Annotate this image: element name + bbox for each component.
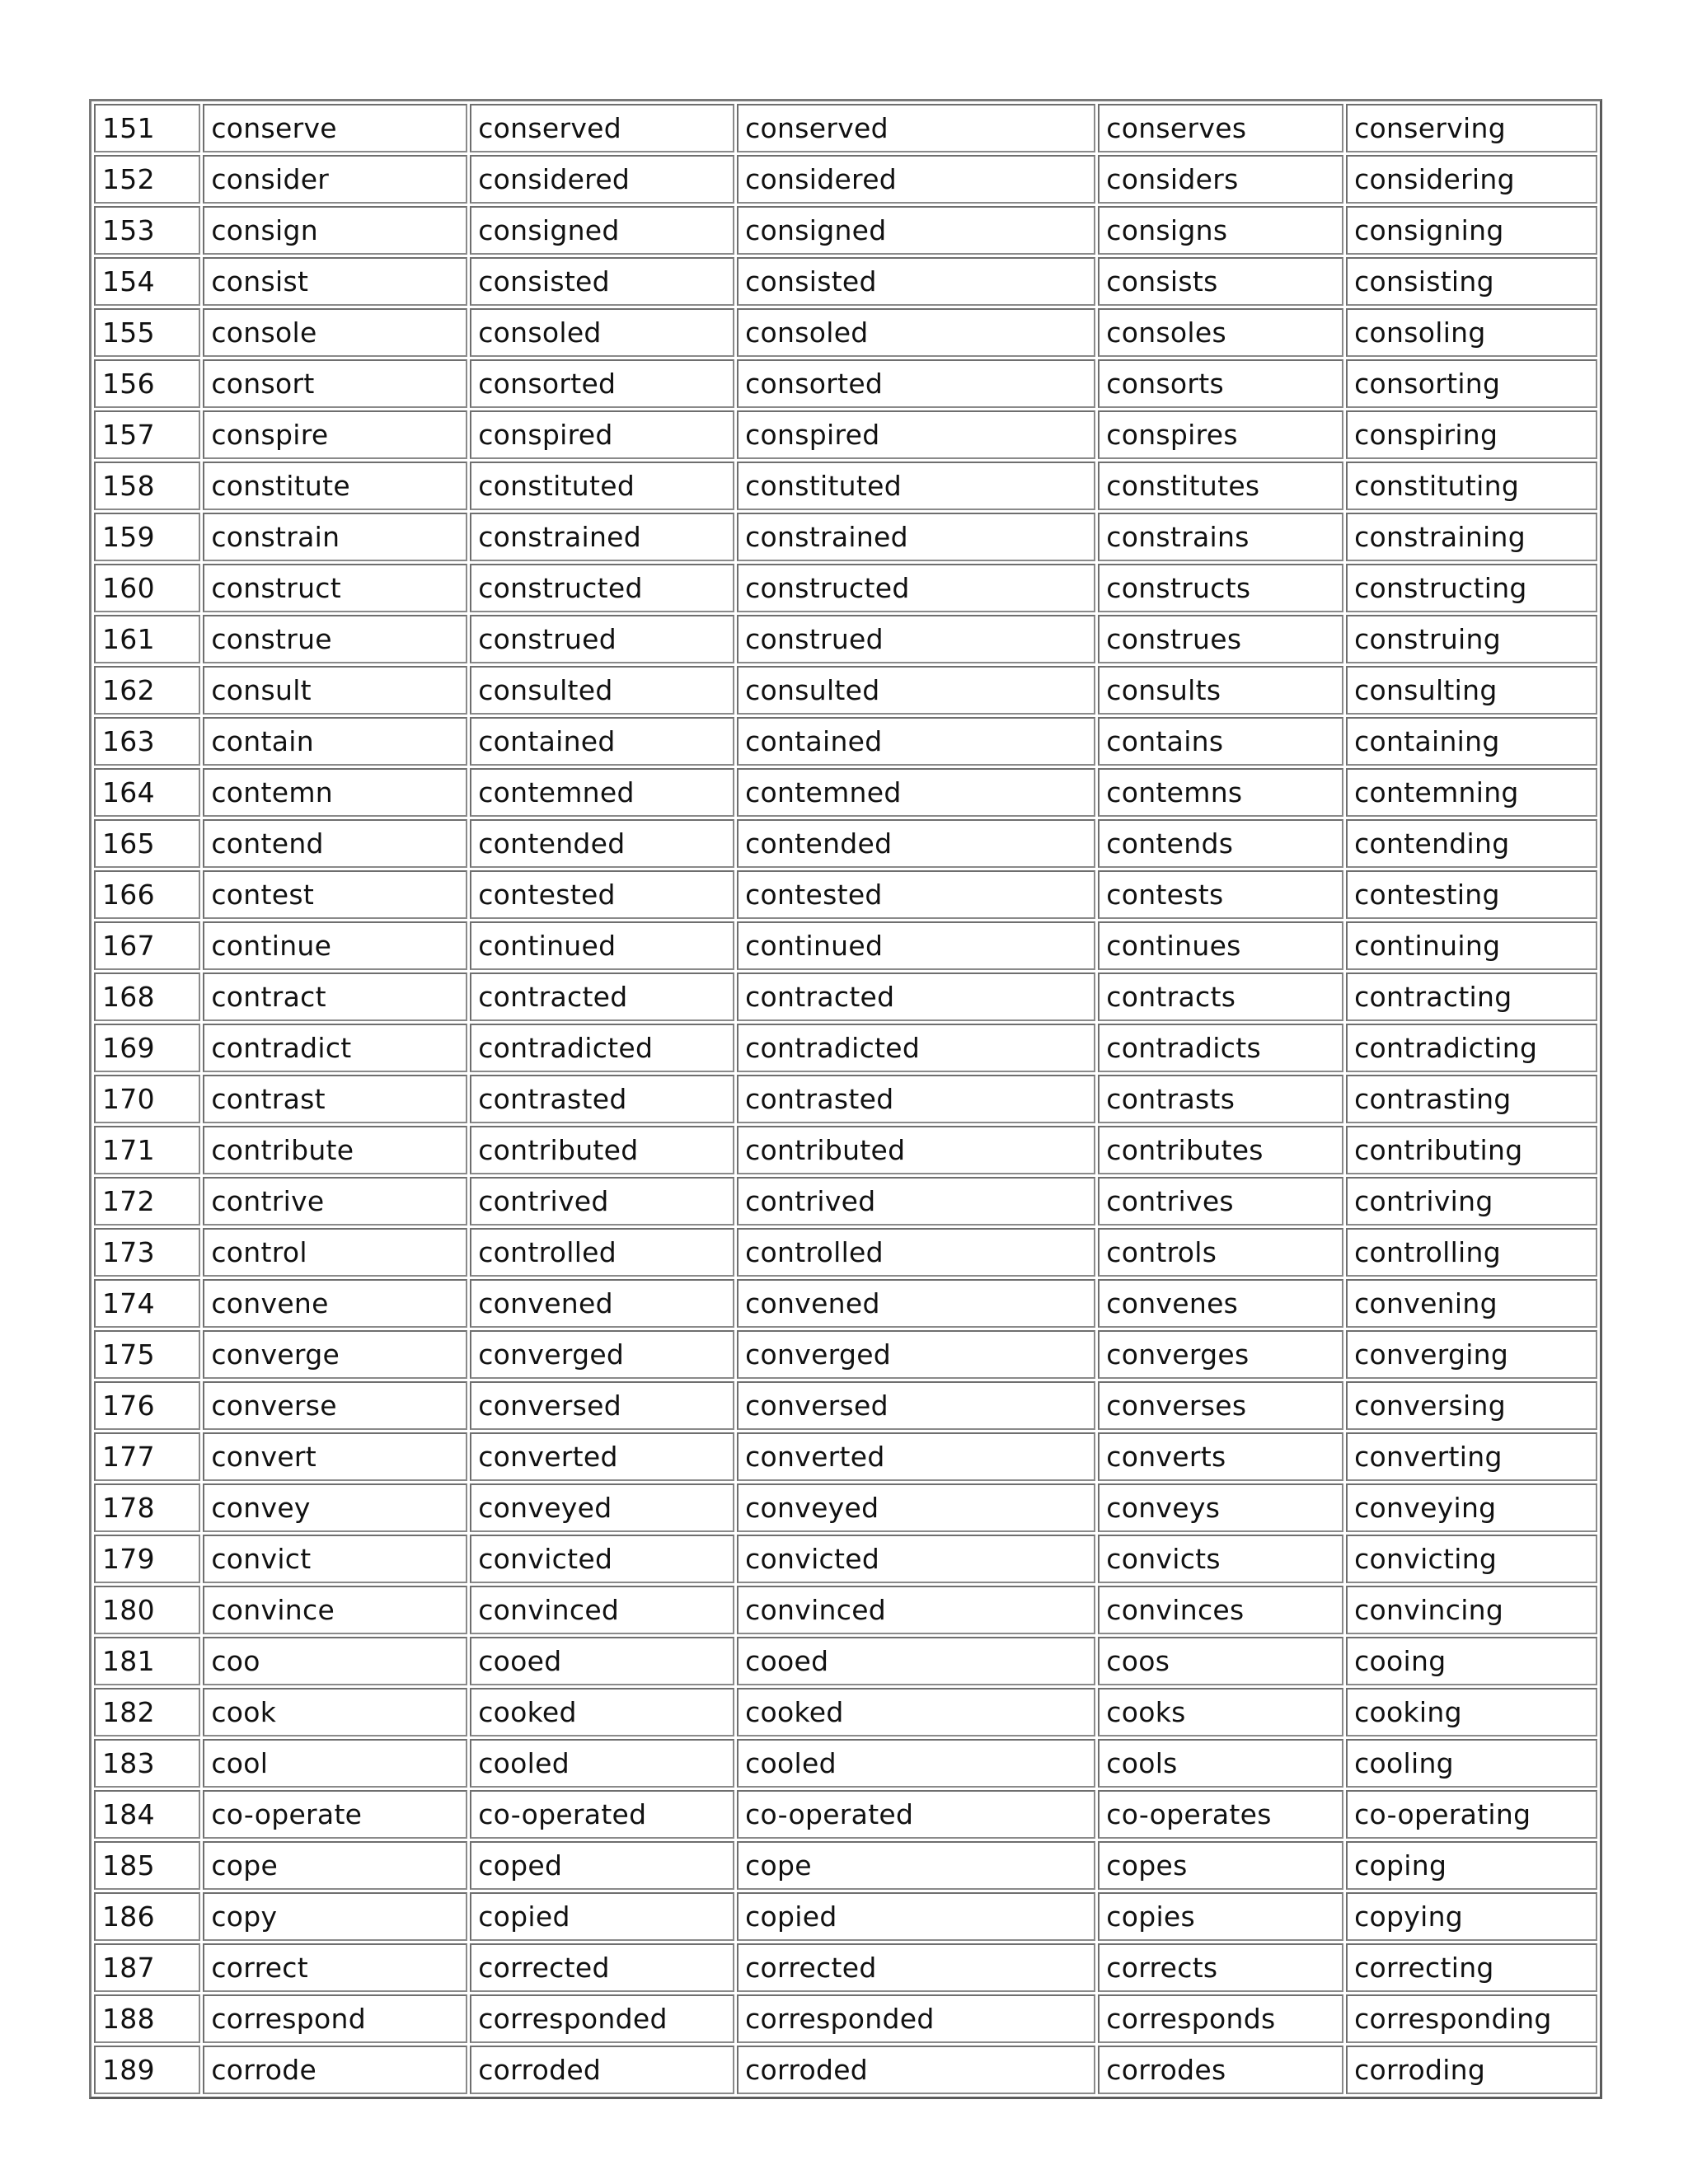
past-participle-cell: constrained — [737, 513, 1095, 561]
present-participle-cell: cooking — [1346, 1688, 1597, 1736]
present-participle-cell: cooing — [1346, 1637, 1597, 1685]
past-participle-cell: contracted — [737, 972, 1095, 1021]
base-form-cell: converse — [203, 1381, 467, 1430]
third-person-cell: conveys — [1098, 1483, 1343, 1532]
table-row — [94, 155, 1597, 204]
base-form-cell: correspond — [203, 1994, 467, 2043]
past-participle-cell: contemned — [737, 768, 1095, 817]
base-form-cell: consider — [203, 155, 467, 204]
past-tense-cell: considered — [470, 155, 734, 204]
row-number-cell: 164 — [94, 768, 200, 817]
third-person-cell: constitutes — [1098, 462, 1343, 510]
base-form-cell: consign — [203, 206, 467, 255]
past-tense-cell: contended — [470, 819, 734, 868]
present-participle-cell: constraining — [1346, 513, 1597, 561]
past-tense-cell: corrected — [470, 1943, 734, 1992]
verb-table-body — [94, 104, 1597, 2094]
row-number-cell: 175 — [94, 1330, 200, 1379]
past-tense-cell: convicted — [470, 1535, 734, 1583]
base-form-cell: control — [203, 1228, 467, 1277]
past-participle-cell: consigned — [737, 206, 1095, 255]
base-form-cell: contradict — [203, 1024, 467, 1072]
third-person-cell: controls — [1098, 1228, 1343, 1277]
row-number-cell: 171 — [94, 1126, 200, 1174]
third-person-cell: contributes — [1098, 1126, 1343, 1174]
table-row — [94, 615, 1597, 663]
present-participle-cell: controlling — [1346, 1228, 1597, 1277]
row-number-cell: 172 — [94, 1177, 200, 1226]
row-number-cell: 168 — [94, 972, 200, 1021]
row-number-cell: 156 — [94, 359, 200, 408]
table-row — [94, 1177, 1597, 1226]
table-row — [94, 1688, 1597, 1736]
past-tense-cell: co-operated — [470, 1790, 734, 1839]
past-participle-cell: co-operated — [737, 1790, 1095, 1839]
past-tense-cell: coped — [470, 1841, 734, 1890]
table-row — [94, 819, 1597, 868]
past-tense-cell: constructed — [470, 564, 734, 612]
past-participle-cell: convicted — [737, 1535, 1095, 1583]
present-participle-cell: consisting — [1346, 257, 1597, 306]
row-number-cell: 163 — [94, 717, 200, 766]
past-tense-cell: corroded — [470, 2046, 734, 2094]
third-person-cell: convenes — [1098, 1279, 1343, 1328]
third-person-cell: contracts — [1098, 972, 1343, 1021]
base-form-cell: construe — [203, 615, 467, 663]
present-participle-cell: converging — [1346, 1330, 1597, 1379]
past-participle-cell: cope — [737, 1841, 1095, 1890]
present-participle-cell: contesting — [1346, 870, 1597, 919]
row-number-cell: 180 — [94, 1586, 200, 1634]
present-participle-cell: conspiring — [1346, 410, 1597, 459]
table-row — [94, 1841, 1597, 1890]
present-participle-cell: coping — [1346, 1841, 1597, 1890]
row-number-cell: 165 — [94, 819, 200, 868]
row-number-cell: 189 — [94, 2046, 200, 2094]
present-participle-cell: constituting — [1346, 462, 1597, 510]
base-form-cell: conserve — [203, 104, 467, 152]
base-form-cell: contain — [203, 717, 467, 766]
third-person-cell: contends — [1098, 819, 1343, 868]
past-participle-cell: cooled — [737, 1739, 1095, 1788]
third-person-cell: cooks — [1098, 1688, 1343, 1736]
present-participle-cell: construing — [1346, 615, 1597, 663]
past-tense-cell: conserved — [470, 104, 734, 152]
past-participle-cell: considered — [737, 155, 1095, 204]
base-form-cell: corrode — [203, 2046, 467, 2094]
past-participle-cell: contested — [737, 870, 1095, 919]
third-person-cell: converts — [1098, 1432, 1343, 1481]
table-row — [94, 1790, 1597, 1839]
table-row — [94, 1637, 1597, 1685]
row-number-cell: 178 — [94, 1483, 200, 1532]
row-number-cell: 166 — [94, 870, 200, 919]
table-row — [94, 972, 1597, 1021]
row-number-cell: 161 — [94, 615, 200, 663]
table-row — [94, 870, 1597, 919]
past-participle-cell: conserved — [737, 104, 1095, 152]
third-person-cell: continues — [1098, 921, 1343, 970]
base-form-cell: convince — [203, 1586, 467, 1634]
base-form-cell: contrive — [203, 1177, 467, 1226]
present-participle-cell: contradicting — [1346, 1024, 1597, 1072]
past-participle-cell: conversed — [737, 1381, 1095, 1430]
present-participle-cell: corresponding — [1346, 1994, 1597, 2043]
verb-forms-table — [89, 99, 1602, 2099]
base-form-cell: correct — [203, 1943, 467, 1992]
past-tense-cell: continued — [470, 921, 734, 970]
present-participle-cell: contending — [1346, 819, 1597, 868]
row-number-cell: 184 — [94, 1790, 200, 1839]
base-form-cell: console — [203, 308, 467, 357]
table-row — [94, 308, 1597, 357]
present-participle-cell: conserving — [1346, 104, 1597, 152]
third-person-cell: consists — [1098, 257, 1343, 306]
past-participle-cell: cooed — [737, 1637, 1095, 1685]
past-participle-cell: converted — [737, 1432, 1095, 1481]
third-person-cell: contains — [1098, 717, 1343, 766]
past-tense-cell: consigned — [470, 206, 734, 255]
third-person-cell: contradicts — [1098, 1024, 1343, 1072]
row-number-cell: 162 — [94, 666, 200, 715]
table-row — [94, 257, 1597, 306]
third-person-cell: converges — [1098, 1330, 1343, 1379]
past-tense-cell: contemned — [470, 768, 734, 817]
past-tense-cell: cooked — [470, 1688, 734, 1736]
base-form-cell: coo — [203, 1637, 467, 1685]
third-person-cell: consigns — [1098, 206, 1343, 255]
row-number-cell: 152 — [94, 155, 200, 204]
present-participle-cell: considering — [1346, 155, 1597, 204]
table-row — [94, 1330, 1597, 1379]
table-row — [94, 1381, 1597, 1430]
base-form-cell: contend — [203, 819, 467, 868]
past-participle-cell: contributed — [737, 1126, 1095, 1174]
third-person-cell: consults — [1098, 666, 1343, 715]
base-form-cell: contrast — [203, 1075, 467, 1123]
present-participle-cell: correcting — [1346, 1943, 1597, 1992]
present-participle-cell: conveying — [1346, 1483, 1597, 1532]
past-participle-cell: construed — [737, 615, 1095, 663]
base-form-cell: converge — [203, 1330, 467, 1379]
third-person-cell: copes — [1098, 1841, 1343, 1890]
table-row — [94, 1892, 1597, 1941]
row-number-cell: 186 — [94, 1892, 200, 1941]
third-person-cell: considers — [1098, 155, 1343, 204]
base-form-cell: constitute — [203, 462, 467, 510]
table-row — [94, 1126, 1597, 1174]
third-person-cell: contrasts — [1098, 1075, 1343, 1123]
table-row — [94, 1739, 1597, 1788]
base-form-cell: copy — [203, 1892, 467, 1941]
past-tense-cell: convinced — [470, 1586, 734, 1634]
past-tense-cell: consorted — [470, 359, 734, 408]
table-row — [94, 717, 1597, 766]
table-row — [94, 921, 1597, 970]
past-participle-cell: contradicted — [737, 1024, 1095, 1072]
table-row — [94, 2046, 1597, 2094]
past-participle-cell: consoled — [737, 308, 1095, 357]
past-tense-cell: converged — [470, 1330, 734, 1379]
past-tense-cell: contrived — [470, 1177, 734, 1226]
past-tense-cell: contradicted — [470, 1024, 734, 1072]
present-participle-cell: contrasting — [1346, 1075, 1597, 1123]
present-participle-cell: consorting — [1346, 359, 1597, 408]
row-number-cell: 181 — [94, 1637, 200, 1685]
present-participle-cell: convincing — [1346, 1586, 1597, 1634]
table-row — [94, 564, 1597, 612]
base-form-cell: contribute — [203, 1126, 467, 1174]
base-form-cell: co-operate — [203, 1790, 467, 1839]
base-form-cell: cope — [203, 1841, 467, 1890]
table-row — [94, 1024, 1597, 1072]
row-number-cell: 153 — [94, 206, 200, 255]
past-tense-cell: cooled — [470, 1739, 734, 1788]
past-tense-cell: corresponded — [470, 1994, 734, 2043]
past-tense-cell: consoled — [470, 308, 734, 357]
table-row — [94, 1075, 1597, 1123]
past-participle-cell: convinced — [737, 1586, 1095, 1634]
base-form-cell: contemn — [203, 768, 467, 817]
present-participle-cell: convening — [1346, 1279, 1597, 1328]
third-person-cell: coos — [1098, 1637, 1343, 1685]
table-row — [94, 104, 1597, 152]
past-participle-cell: controlled — [737, 1228, 1095, 1277]
third-person-cell: constructs — [1098, 564, 1343, 612]
past-participle-cell: convened — [737, 1279, 1095, 1328]
base-form-cell: convict — [203, 1535, 467, 1583]
past-tense-cell: converted — [470, 1432, 734, 1481]
table-row — [94, 410, 1597, 459]
present-participle-cell: copying — [1346, 1892, 1597, 1941]
past-participle-cell: contrived — [737, 1177, 1095, 1226]
present-participle-cell: contributing — [1346, 1126, 1597, 1174]
past-tense-cell: controlled — [470, 1228, 734, 1277]
past-participle-cell: cooked — [737, 1688, 1095, 1736]
third-person-cell: corrodes — [1098, 2046, 1343, 2094]
past-tense-cell: construed — [470, 615, 734, 663]
base-form-cell: construct — [203, 564, 467, 612]
third-person-cell: contrives — [1098, 1177, 1343, 1226]
table-row — [94, 1228, 1597, 1277]
table-row — [94, 206, 1597, 255]
table-row — [94, 1535, 1597, 1583]
base-form-cell: contract — [203, 972, 467, 1021]
third-person-cell: consoles — [1098, 308, 1343, 357]
past-tense-cell: contained — [470, 717, 734, 766]
present-participle-cell: containing — [1346, 717, 1597, 766]
past-participle-cell: constructed — [737, 564, 1095, 612]
past-participle-cell: conveyed — [737, 1483, 1095, 1532]
row-number-cell: 154 — [94, 257, 200, 306]
third-person-cell: contests — [1098, 870, 1343, 919]
past-tense-cell: contributed — [470, 1126, 734, 1174]
present-participle-cell: contriving — [1346, 1177, 1597, 1226]
present-participle-cell: continuing — [1346, 921, 1597, 970]
third-person-cell: conserves — [1098, 104, 1343, 152]
base-form-cell: cool — [203, 1739, 467, 1788]
third-person-cell: consorts — [1098, 359, 1343, 408]
past-tense-cell: contested — [470, 870, 734, 919]
row-number-cell: 170 — [94, 1075, 200, 1123]
present-participle-cell: co-operating — [1346, 1790, 1597, 1839]
row-number-cell: 183 — [94, 1739, 200, 1788]
table-row — [94, 1279, 1597, 1328]
past-participle-cell: corrected — [737, 1943, 1095, 1992]
base-form-cell: consist — [203, 257, 467, 306]
third-person-cell: contemns — [1098, 768, 1343, 817]
third-person-cell: corrects — [1098, 1943, 1343, 1992]
past-tense-cell: copied — [470, 1892, 734, 1941]
table-row — [94, 768, 1597, 817]
third-person-cell: convinces — [1098, 1586, 1343, 1634]
past-participle-cell: copied — [737, 1892, 1095, 1941]
past-participle-cell: contained — [737, 717, 1095, 766]
present-participle-cell: consulting — [1346, 666, 1597, 715]
table-row — [94, 1943, 1597, 1992]
past-participle-cell: converged — [737, 1330, 1095, 1379]
table-row — [94, 513, 1597, 561]
table-row — [94, 1483, 1597, 1532]
past-tense-cell: conspired — [470, 410, 734, 459]
present-participle-cell: contemning — [1346, 768, 1597, 817]
row-number-cell: 167 — [94, 921, 200, 970]
table-row — [94, 359, 1597, 408]
row-number-cell: 182 — [94, 1688, 200, 1736]
present-participle-cell: contracting — [1346, 972, 1597, 1021]
table-row — [94, 666, 1597, 715]
row-number-cell: 177 — [94, 1432, 200, 1481]
base-form-cell: contest — [203, 870, 467, 919]
base-form-cell: convert — [203, 1432, 467, 1481]
base-form-cell: consort — [203, 359, 467, 408]
past-participle-cell: conspired — [737, 410, 1095, 459]
past-tense-cell: constituted — [470, 462, 734, 510]
document-page — [89, 99, 1602, 2099]
row-number-cell: 174 — [94, 1279, 200, 1328]
base-form-cell: convey — [203, 1483, 467, 1532]
present-participle-cell: convicting — [1346, 1535, 1597, 1583]
row-number-cell: 160 — [94, 564, 200, 612]
table-row — [94, 1586, 1597, 1634]
present-participle-cell: cooling — [1346, 1739, 1597, 1788]
row-number-cell: 176 — [94, 1381, 200, 1430]
past-participle-cell: contended — [737, 819, 1095, 868]
past-participle-cell: contrasted — [737, 1075, 1095, 1123]
third-person-cell: conspires — [1098, 410, 1343, 459]
row-number-cell: 179 — [94, 1535, 200, 1583]
past-tense-cell: convened — [470, 1279, 734, 1328]
base-form-cell: convene — [203, 1279, 467, 1328]
base-form-cell: continue — [203, 921, 467, 970]
row-number-cell: 185 — [94, 1841, 200, 1890]
past-participle-cell: corroded — [737, 2046, 1095, 2094]
past-tense-cell: contrasted — [470, 1075, 734, 1123]
table-row — [94, 1994, 1597, 2043]
present-participle-cell: conversing — [1346, 1381, 1597, 1430]
past-participle-cell: consisted — [737, 257, 1095, 306]
present-participle-cell: consigning — [1346, 206, 1597, 255]
table-row — [94, 462, 1597, 510]
row-number-cell: 188 — [94, 1994, 200, 2043]
base-form-cell: constrain — [203, 513, 467, 561]
third-person-cell: convicts — [1098, 1535, 1343, 1583]
third-person-cell: constrains — [1098, 513, 1343, 561]
row-number-cell: 151 — [94, 104, 200, 152]
past-tense-cell: contracted — [470, 972, 734, 1021]
present-participle-cell: consoling — [1346, 308, 1597, 357]
row-number-cell: 173 — [94, 1228, 200, 1277]
base-form-cell: conspire — [203, 410, 467, 459]
row-number-cell: 155 — [94, 308, 200, 357]
table-row — [94, 1432, 1597, 1481]
third-person-cell: construes — [1098, 615, 1343, 663]
row-number-cell: 157 — [94, 410, 200, 459]
present-participle-cell: constructing — [1346, 564, 1597, 612]
past-participle-cell: constituted — [737, 462, 1095, 510]
row-number-cell: 158 — [94, 462, 200, 510]
present-participle-cell: converting — [1346, 1432, 1597, 1481]
past-tense-cell: conversed — [470, 1381, 734, 1430]
row-number-cell: 187 — [94, 1943, 200, 1992]
third-person-cell: cools — [1098, 1739, 1343, 1788]
present-participle-cell: corroding — [1346, 2046, 1597, 2094]
third-person-cell: converses — [1098, 1381, 1343, 1430]
past-tense-cell: consulted — [470, 666, 734, 715]
past-participle-cell: corresponded — [737, 1994, 1095, 2043]
past-tense-cell: constrained — [470, 513, 734, 561]
base-form-cell: cook — [203, 1688, 467, 1736]
row-number-cell: 169 — [94, 1024, 200, 1072]
past-tense-cell: cooed — [470, 1637, 734, 1685]
base-form-cell: consult — [203, 666, 467, 715]
third-person-cell: corresponds — [1098, 1994, 1343, 2043]
row-number-cell: 159 — [94, 513, 200, 561]
third-person-cell: co-operates — [1098, 1790, 1343, 1839]
past-tense-cell: conveyed — [470, 1483, 734, 1532]
third-person-cell: copies — [1098, 1892, 1343, 1941]
past-participle-cell: consulted — [737, 666, 1095, 715]
past-tense-cell: consisted — [470, 257, 734, 306]
past-participle-cell: consorted — [737, 359, 1095, 408]
past-participle-cell: continued — [737, 921, 1095, 970]
